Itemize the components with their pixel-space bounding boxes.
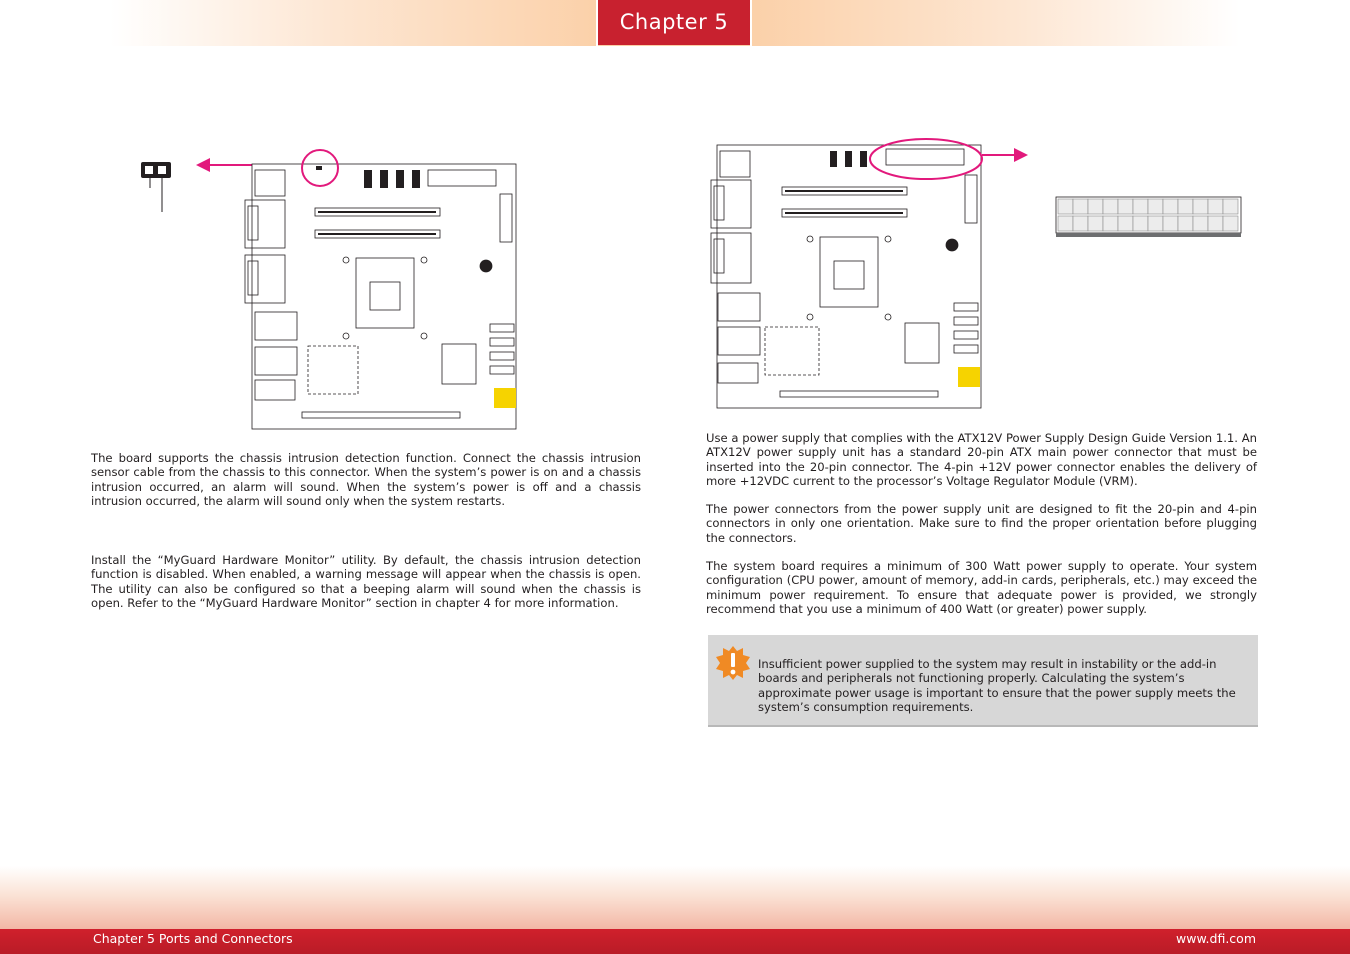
footer-chapter-title: Chapter 5 Ports and Connectors [93, 931, 293, 946]
chassis-intrusion-description: The board supports the chassis intrusion detection function. Connect the chassis intrusion sensor cable from the chassis to this connector. When the system’s power is on and a chassis intrusion occurred, an alarm will sound. When the system’s power is off and a chassis intrusion occurred, the alarm will sound only when the system restarts. [91, 451, 641, 509]
warning-note-text: Insufficient power supplied to the system may result in instability or the add-in boards and peripherals not functioning properly. Calculating the system’s approximate power usage is important to ensure that the power supply meets the system’s consumption requirements. [758, 657, 1236, 715]
power-connector-orientation: The power connectors from the power supply unit are designed to fit the 20-pin and 4-pin connectors in only one orientation. Make sure to find the proper orientation before plugging the connectors. [706, 502, 1257, 545]
footer-website: www.dfi.com [1176, 931, 1256, 946]
chapter-tab: Chapter 5 [598, 0, 750, 45]
power-connector-pinout [1056, 197, 1241, 237]
warning-note [708, 635, 1258, 727]
chassis-connector-icon [141, 162, 171, 212]
chassis-intrusion-diagram [130, 140, 530, 435]
power-requirement: The system board requires a minimum of 300 Watt power supply to operate. Your system configuration (CPU power, amount of memory, add-in cards, peripherals, etc.) may exceed the minimum power requirement. To ensure that adequate power is provided, we strongly recommend that you use a minimum of 400 Watt (or greater) power supply. [706, 559, 1257, 617]
warning-icon [715, 645, 751, 681]
header-divider [750, 0, 752, 46]
myguard-instructions: Install the “MyGuard Hardware Monitor” utility. By default, the chassis intrusion detection function is disabled. When enabled, a warning message will appear when the chassis is open. The utility can also be configured so that a beeping alarm will sound when the chassis is open. Refer to the “MyGuard Hardware Monitor” section in chapter 4 for more information. [91, 553, 641, 611]
motherboard-diagram [711, 145, 981, 408]
power-connector-diagram [710, 135, 1250, 415]
motherboard-diagram [245, 164, 516, 429]
footer-band [0, 866, 1350, 930]
power-supply-description: Use a power supply that complies with the ATX12V Power Supply Design Guide Version 1.1. An ATX12V power supply unit has a standard 20-pin ATX main power connector that must be inserted into the 20-pin connector. The 4-pin +12V power connector enables the delivery of more +12VDC current to the processor’s Voltage Regulator Module (VRM). [706, 431, 1257, 489]
